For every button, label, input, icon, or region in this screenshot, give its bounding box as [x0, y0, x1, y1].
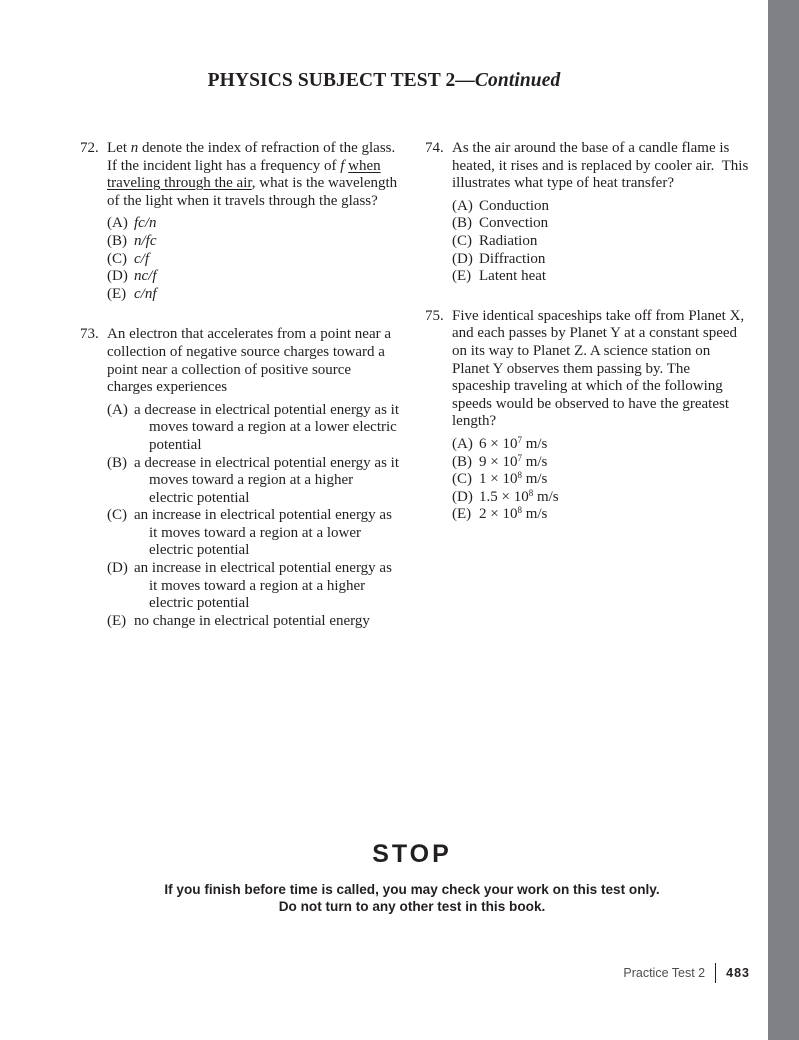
choice-exponent: 7 [517, 434, 522, 445]
choice-letter: (E) [452, 268, 472, 285]
choice-exponent: 8 [517, 505, 522, 516]
answer-choice-c[interactable] [452, 471, 750, 489]
answer-choice-a[interactable] [107, 215, 400, 233]
choice-text: a decrease in electrical potential energy as it moves toward a region at a lower electric potential [134, 401, 400, 453]
page-title-main: PHYSICS SUBJECT TEST 2— [207, 70, 475, 91]
choice-unit: m/s [521, 453, 548, 470]
answer-choice-a[interactable] [107, 402, 400, 455]
left-column [80, 140, 400, 630]
question-73 [80, 326, 400, 630]
answer-choice-e[interactable] [107, 286, 400, 304]
answer-choice-e[interactable] [107, 613, 400, 631]
choice-letter: (D) [107, 268, 128, 285]
question-75 [425, 308, 750, 524]
answer-choices [452, 436, 750, 524]
choice-letter: (C) [107, 250, 127, 267]
page-footer [623, 963, 750, 983]
stem-text: Let [107, 140, 131, 156]
choice-text: c/nf [134, 285, 157, 302]
choice-letter: (E) [452, 506, 472, 523]
choice-letter: (B) [452, 215, 472, 232]
page-number: 483 [726, 966, 750, 980]
answer-choice-d[interactable] [107, 560, 400, 613]
choice-text: no change in electrical potential energy [134, 612, 370, 629]
choice-text: Latent heat [479, 268, 547, 285]
choice-unit: m/s [521, 506, 548, 523]
variable-n: n [130, 140, 139, 156]
answer-choice-d[interactable] [107, 268, 400, 286]
stop-instructions [0, 881, 799, 915]
choice-mantissa: 1 × 10 [479, 471, 518, 488]
answer-choice-b[interactable] [452, 215, 750, 233]
question-stem: As the air around the base of a candle flame is heated, it rises and is replaced by cooler air. This illustrates what type of heat transfer? [452, 140, 753, 192]
choice-letter: (C) [107, 507, 127, 524]
stop-instruction-line: If you finish before time is called, you may check your work on this test only. [164, 882, 660, 897]
answer-choices [452, 198, 750, 286]
choice-letter: (B) [107, 454, 127, 471]
choice-letter: (D) [452, 250, 473, 267]
choice-exponent: 8 [528, 487, 534, 498]
choice-text: a decrease in electrical potential energy as it moves toward a region at a higher electric potential [134, 454, 400, 506]
question-number: 74. [425, 140, 444, 156]
choice-letter: (D) [452, 488, 473, 505]
choice-text: c/f [134, 250, 149, 267]
answer-choice-b[interactable] [452, 454, 750, 472]
answer-choices [107, 215, 400, 303]
choice-letter: (E) [107, 612, 127, 629]
choice-mantissa: 9 × 10 [479, 453, 518, 470]
answer-choice-c[interactable] [452, 233, 750, 251]
choice-text: Convection [479, 215, 549, 232]
stem-text: denote the index of refraction of the glass. If the incident light has a frequency of [107, 140, 396, 174]
stop-heading: STOP [372, 840, 452, 868]
choice-text: Radiation [479, 232, 538, 249]
page-title [0, 70, 768, 92]
page-title-suffix: Continued [474, 70, 561, 91]
answer-choice-b[interactable] [107, 233, 400, 251]
choice-mantissa: 1.5 × 10 [479, 488, 529, 505]
choice-text: an increase in electrical potential energy as it moves toward a region at a higher electric potential [134, 560, 392, 612]
choice-text: Conduction [479, 197, 549, 214]
answer-choice-d[interactable] [452, 251, 750, 269]
question-stem: Five identical spaceships take off from Planet X, and each passes by Planet Y at a constant speed on its way to Planet Z. A science station on Planet Y observes them passing by. The spaceship traveling at which of the following speeds would be observed to have the greatest length? [452, 307, 745, 430]
choice-unit: m/s [521, 471, 548, 488]
variable-f: f [340, 157, 345, 174]
question-number: 72. [80, 140, 99, 156]
choice-text: fc/n [134, 215, 157, 232]
choice-unit: m/s [521, 435, 548, 452]
answer-choice-a[interactable] [452, 198, 750, 216]
question-number: 75. [425, 307, 444, 324]
answer-choice-a[interactable] [452, 436, 750, 454]
stem-text: , what is the wavelength of the light when it travels through the glass? [107, 175, 398, 209]
answer-choice-b[interactable] [107, 455, 400, 508]
underlined-phrase: when traveling through the air [107, 157, 381, 192]
choice-exponent: 7 [517, 452, 522, 463]
choice-letter: (A) [452, 435, 473, 452]
choice-text: an increase in electrical potential energy as it moves toward a region at a lower electric potential [134, 507, 392, 559]
question-stem: An electron that accelerates from a point near a collection of negative source charges toward a point near a collection of positive source charges experiences [107, 326, 392, 396]
choice-exponent: 8 [517, 470, 522, 481]
choice-letter: (B) [452, 453, 472, 470]
footer-divider [715, 963, 716, 983]
choice-letter: (C) [452, 232, 472, 249]
answer-choice-e[interactable] [452, 268, 750, 286]
choice-unit: m/s [533, 488, 559, 505]
right-column [425, 140, 753, 524]
answer-choice-e[interactable] [452, 506, 750, 524]
question-number: 73. [80, 326, 99, 343]
choice-letter: (B) [107, 232, 127, 249]
choice-text: Diffraction [479, 250, 546, 267]
choice-letter: (E) [107, 285, 127, 302]
stop-instruction-line: Do not turn to any other test in this book. [278, 899, 546, 914]
choice-letter: (C) [452, 471, 472, 488]
choice-mantissa: 2 × 10 [479, 506, 518, 523]
choice-letter: (A) [452, 197, 473, 214]
answer-choice-c[interactable] [107, 507, 400, 560]
choice-mantissa: 6 × 10 [479, 435, 518, 452]
answer-choice-c[interactable] [107, 251, 400, 269]
choice-text: n/fc [134, 232, 157, 249]
question-74 [425, 140, 753, 286]
choice-letter: (A) [107, 401, 128, 418]
answer-choice-d[interactable] [452, 489, 750, 507]
question-stem [107, 140, 400, 210]
answer-choices [107, 402, 400, 631]
choice-letter: (D) [107, 560, 128, 577]
footer-section-label: Practice Test 2 [623, 966, 706, 980]
question-72 [80, 140, 400, 303]
choice-letter: (A) [107, 215, 128, 232]
choice-text: nc/f [134, 268, 157, 285]
